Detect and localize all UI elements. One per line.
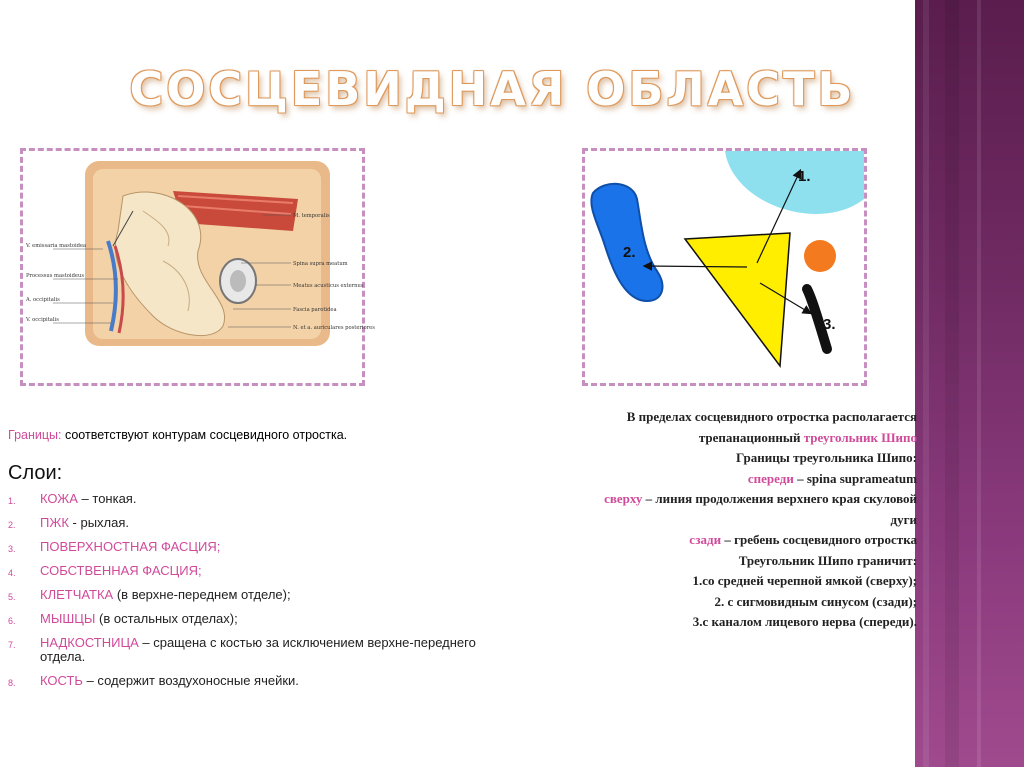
desc-line: 2. с сигмовидным синусом (сзади); <box>714 593 917 609</box>
shipo-triangle <box>685 233 790 366</box>
sigmoid-sinus-region <box>591 184 662 301</box>
marker-2: 2. <box>623 244 636 261</box>
layers-heading: Слои: <box>8 462 63 484</box>
page-title: СОСЦЕВИДНАЯ ОБЛАСТЬ <box>129 62 856 116</box>
desc-line: В пределах сосцевидного отростка располагается <box>626 409 917 424</box>
marker-1: 1. <box>798 168 811 185</box>
layer-item: 4. СОБСТВЕННАЯ ФАСЦИЯ; <box>8 563 202 578</box>
layers-list <box>8 492 498 688</box>
label-processus-mastoideus: Processus mastoideus <box>26 273 84 279</box>
marker-3: 3. <box>823 316 836 333</box>
borders-label: Границы: <box>8 428 62 442</box>
layer-item: 1. КОЖА – тонкая. <box>8 491 137 506</box>
anatomy-drawing <box>23 151 375 383</box>
label-v-emissaria: V. emissaria mastoidea <box>26 243 87 249</box>
desc-line: Треугольник Шипо граничит: <box>738 552 917 568</box>
shipo-triangle-diagram <box>582 148 867 386</box>
label-m-temporalis: M. temporalis <box>293 213 330 219</box>
label-n-a-auriculares: N. et a. auriculares posteriores <box>293 325 375 331</box>
label-a-occipitalis: A. occipitalis <box>26 297 60 303</box>
schematic-drawing <box>585 151 864 383</box>
layer-item: 2. ПЖК - рыхлая. <box>8 515 130 530</box>
layer-item: 8. КОСТЬ – содержит воздухоносные ячейки. <box>8 673 299 688</box>
layer-item: 3. ПОВЕРХНОСТНАЯ ФАСЦИЯ; <box>8 539 221 554</box>
orange-landmark <box>804 240 836 272</box>
label-v-occipitalis: V. occipitalis <box>26 317 59 323</box>
layer-item: 6. МЫШЦЫ (в остальных отделах); <box>8 611 238 626</box>
label-meatus-acusticus: Meatus acusticus externus <box>293 283 364 289</box>
desc-line: 3.с каналом лицевого нерва (спереди). <box>692 614 917 629</box>
desc-line: сзади – гребень сосцевидного отростка <box>689 532 917 547</box>
borders-paragraph <box>8 428 438 442</box>
label-spina-supra-meatum: Spina supra meatum <box>293 261 348 267</box>
desc-line: спереди – spina suprameatum <box>747 470 917 486</box>
desc-line: трепанационный треугольник Шипо <box>698 429 917 445</box>
borders-text: соответствуют контурам сосцевидного отростка. <box>61 428 348 442</box>
desc-line: Границы треугольника Шипо: <box>736 450 917 465</box>
layer-item: 7. НАДКОСТНИЦА – сращена с костью за исключением верхне-переднего отдела. <box>8 635 476 664</box>
label-fascia-parotidea: Fascia parotidea <box>293 307 337 313</box>
layer-item: 5. КЛЕТЧАТКА (в верхне-переднем отделе); <box>8 587 291 602</box>
shipo-triangle-description <box>470 407 917 633</box>
desc-line: 1.со средней черепной ямкой (сверху); <box>692 573 917 588</box>
desc-line: дуги <box>890 511 917 527</box>
anatomy-illustration <box>20 148 375 386</box>
desc-line: сверху – линия продолжения верхнего края скуловой <box>604 491 917 506</box>
